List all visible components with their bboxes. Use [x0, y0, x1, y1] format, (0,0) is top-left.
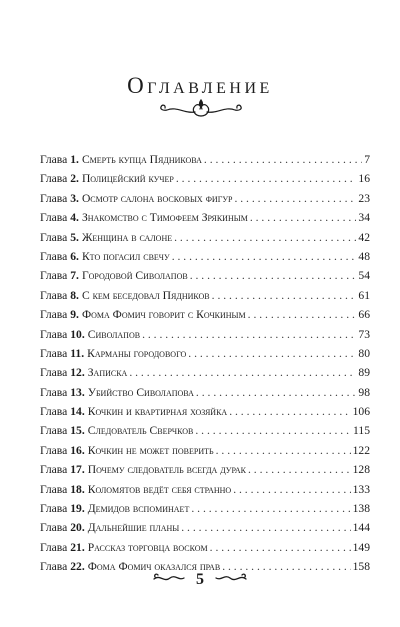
toc-entry[interactable] — [40, 153, 370, 172]
toc-entry[interactable] — [40, 172, 370, 191]
chapter-number: 2. — [70, 172, 79, 186]
chapter-page-number: 66 — [358, 308, 370, 322]
dot-leader — [188, 347, 356, 360]
toc-entry[interactable] — [40, 328, 370, 347]
chapter-number: 6. — [70, 249, 79, 263]
chapter-number: 15. — [70, 424, 85, 438]
chapter-label: Глава — [40, 521, 68, 535]
chapter-page-number: 54 — [358, 269, 370, 283]
chapter-number: 5. — [70, 230, 79, 244]
chapter-label: Глава — [40, 327, 68, 341]
chapter-page-number: 138 — [352, 502, 370, 516]
table-of-contents — [40, 153, 370, 580]
chapter-page-number: 16 — [358, 172, 370, 186]
toc-entry[interactable] — [40, 521, 370, 540]
chapter-page-number: 115 — [353, 424, 370, 438]
chapter-number: 9. — [70, 308, 79, 322]
dot-leader — [233, 483, 350, 496]
dot-leader — [212, 289, 357, 302]
dot-leader — [234, 192, 356, 205]
chapter-title: Убийство Сиволапова — [87, 385, 194, 399]
chapter-page-number: 23 — [358, 191, 370, 205]
chapter-page-number: 34 — [358, 211, 370, 225]
chapter-label: Глава — [40, 366, 68, 380]
chapter-number: 1. — [70, 153, 79, 166]
page-title: Оглавление — [127, 73, 273, 99]
dot-leader — [250, 211, 357, 224]
chapter-number: 10. — [70, 327, 85, 341]
toc-entry[interactable] — [40, 444, 370, 463]
chapter-number: 11. — [70, 346, 85, 360]
dot-leader — [174, 231, 356, 244]
chapter-label: Глава — [40, 269, 68, 283]
dot-leader — [248, 463, 351, 476]
toc-entry[interactable] — [40, 502, 370, 521]
chapter-label: Глава — [40, 191, 68, 205]
chapter-label: Глава — [40, 172, 68, 186]
toc-entry[interactable] — [40, 386, 370, 405]
toc-entry[interactable] — [40, 483, 370, 502]
chapter-number: 8. — [70, 288, 79, 302]
dot-leader — [142, 328, 356, 341]
chapter-title: Карманы городового — [87, 346, 187, 360]
chapter-page-number: 80 — [358, 346, 370, 360]
chapter-label: Глава — [40, 482, 68, 496]
chapter-label: Глава — [40, 443, 68, 457]
chapter-title: Кочкин не может поверить — [87, 443, 214, 457]
toc-entry[interactable] — [40, 289, 370, 308]
chapter-number: 3. — [70, 191, 79, 205]
chapter-page-number: 106 — [352, 405, 370, 419]
chapter-label: Глава — [40, 211, 68, 225]
dot-leader — [248, 308, 357, 321]
chapter-label: Глава — [40, 308, 68, 322]
chapter-label: Глава — [40, 463, 68, 477]
chapter-number: 13. — [70, 385, 85, 399]
chapter-title: Фома Фомич говорит с Кочкиным — [81, 308, 246, 322]
dot-leader — [176, 172, 357, 185]
chapter-title: Городовой Сиволапов — [81, 269, 188, 283]
chapter-number: 20. — [70, 521, 85, 535]
chapter-label: Глава — [40, 153, 68, 166]
page-number: 5 — [196, 571, 204, 588]
chapter-title: Кочкин и квартирная хозяйка — [87, 405, 228, 419]
chapter-label: Глава — [40, 346, 68, 360]
chapter-number: 19. — [70, 502, 85, 516]
chapter-title: Полицейский кучер — [81, 172, 174, 186]
chapter-label: Глава — [40, 405, 68, 419]
chapter-number: 18. — [70, 482, 85, 496]
chapter-title: Женщина в салоне — [81, 230, 173, 244]
chapter-page-number: 158 — [352, 560, 370, 574]
chapter-title: Дальнейшие планы — [87, 521, 180, 535]
chapter-title: Сиволапов — [87, 327, 141, 341]
chapter-label: Глава — [40, 560, 68, 574]
chapter-title: Кто погасил свечу — [81, 249, 170, 263]
chapter-label: Глава — [40, 540, 68, 554]
chapter-title: Почему следователь всегда дурак — [87, 463, 246, 477]
chapter-page-number: 73 — [358, 327, 370, 341]
chapter-title: Следователь Сверчков — [87, 424, 194, 438]
chapter-title: Фома Фомич оказался прав — [87, 560, 221, 574]
toc-entry[interactable] — [40, 405, 370, 424]
toc-entry[interactable] — [40, 424, 370, 443]
chapter-label: Глава — [40, 288, 68, 302]
chapter-page-number: 133 — [352, 482, 370, 496]
dot-leader — [190, 269, 357, 282]
toc-entry[interactable] — [40, 269, 370, 288]
chapter-title: Записка — [87, 366, 128, 380]
chapter-number: 12. — [70, 366, 85, 380]
toc-entry[interactable] — [40, 192, 370, 211]
dot-leader — [204, 153, 362, 166]
chapter-page-number: 89 — [358, 366, 370, 380]
dot-leader — [181, 521, 350, 534]
dot-leader — [195, 424, 351, 437]
chapter-title: Демидов вспоминает — [87, 502, 190, 516]
chapter-page-number: 61 — [358, 288, 370, 302]
chapter-page-number: 7 — [364, 153, 370, 166]
dot-leader — [172, 250, 357, 263]
chapter-page-number: 42 — [358, 230, 370, 244]
chapter-title: С кем беседовал Пядников — [81, 288, 210, 302]
chapter-title: Осмотр салона восковых фигур — [81, 191, 233, 205]
toc-entry[interactable] — [40, 541, 370, 560]
chapter-number: 21. — [70, 540, 85, 554]
chapter-label: Глава — [40, 385, 68, 399]
chapter-title: Коломятов ведёт себя странно — [87, 482, 232, 496]
chapter-page-number: 144 — [352, 521, 370, 535]
toc-entry[interactable] — [40, 308, 370, 327]
chapter-number: 14. — [70, 405, 85, 419]
toc-entry[interactable] — [40, 366, 370, 385]
chapter-number: 22. — [70, 560, 85, 574]
dot-leader — [210, 541, 351, 554]
chapter-page-number: 128 — [352, 463, 370, 477]
chapter-page-number: 149 — [352, 540, 370, 554]
toc-entry[interactable] — [40, 347, 370, 366]
toc-entry[interactable] — [40, 231, 370, 250]
chapter-number: 16. — [70, 443, 85, 457]
chapter-title: Рассказ торговца воском — [87, 540, 208, 554]
chapter-label: Глава — [40, 249, 68, 263]
dot-leader — [216, 444, 351, 457]
toc-entry[interactable] — [40, 463, 370, 482]
chapter-label: Глава — [40, 424, 68, 438]
dot-leader — [191, 502, 350, 515]
header-ornament-icon — [155, 96, 247, 120]
chapter-page-number: 98 — [358, 385, 370, 399]
chapter-number: 17. — [70, 463, 85, 477]
chapter-number: 7. — [70, 269, 79, 283]
chapter-page-number: 48 — [358, 249, 370, 263]
toc-entry[interactable] — [40, 250, 370, 269]
dot-leader — [129, 366, 356, 379]
dot-leader — [229, 405, 350, 418]
chapter-label: Глава — [40, 502, 68, 516]
toc-entry[interactable] — [40, 211, 370, 230]
chapter-title: Знакомство с Тимофеем Зрякиным — [81, 211, 248, 225]
chapter-label: Глава — [40, 230, 68, 244]
chapter-page-number: 122 — [352, 443, 370, 457]
chapter-title: Смерть купца Пядникова — [81, 153, 202, 166]
chapter-number: 4. — [70, 211, 79, 225]
dot-leader — [196, 386, 356, 399]
